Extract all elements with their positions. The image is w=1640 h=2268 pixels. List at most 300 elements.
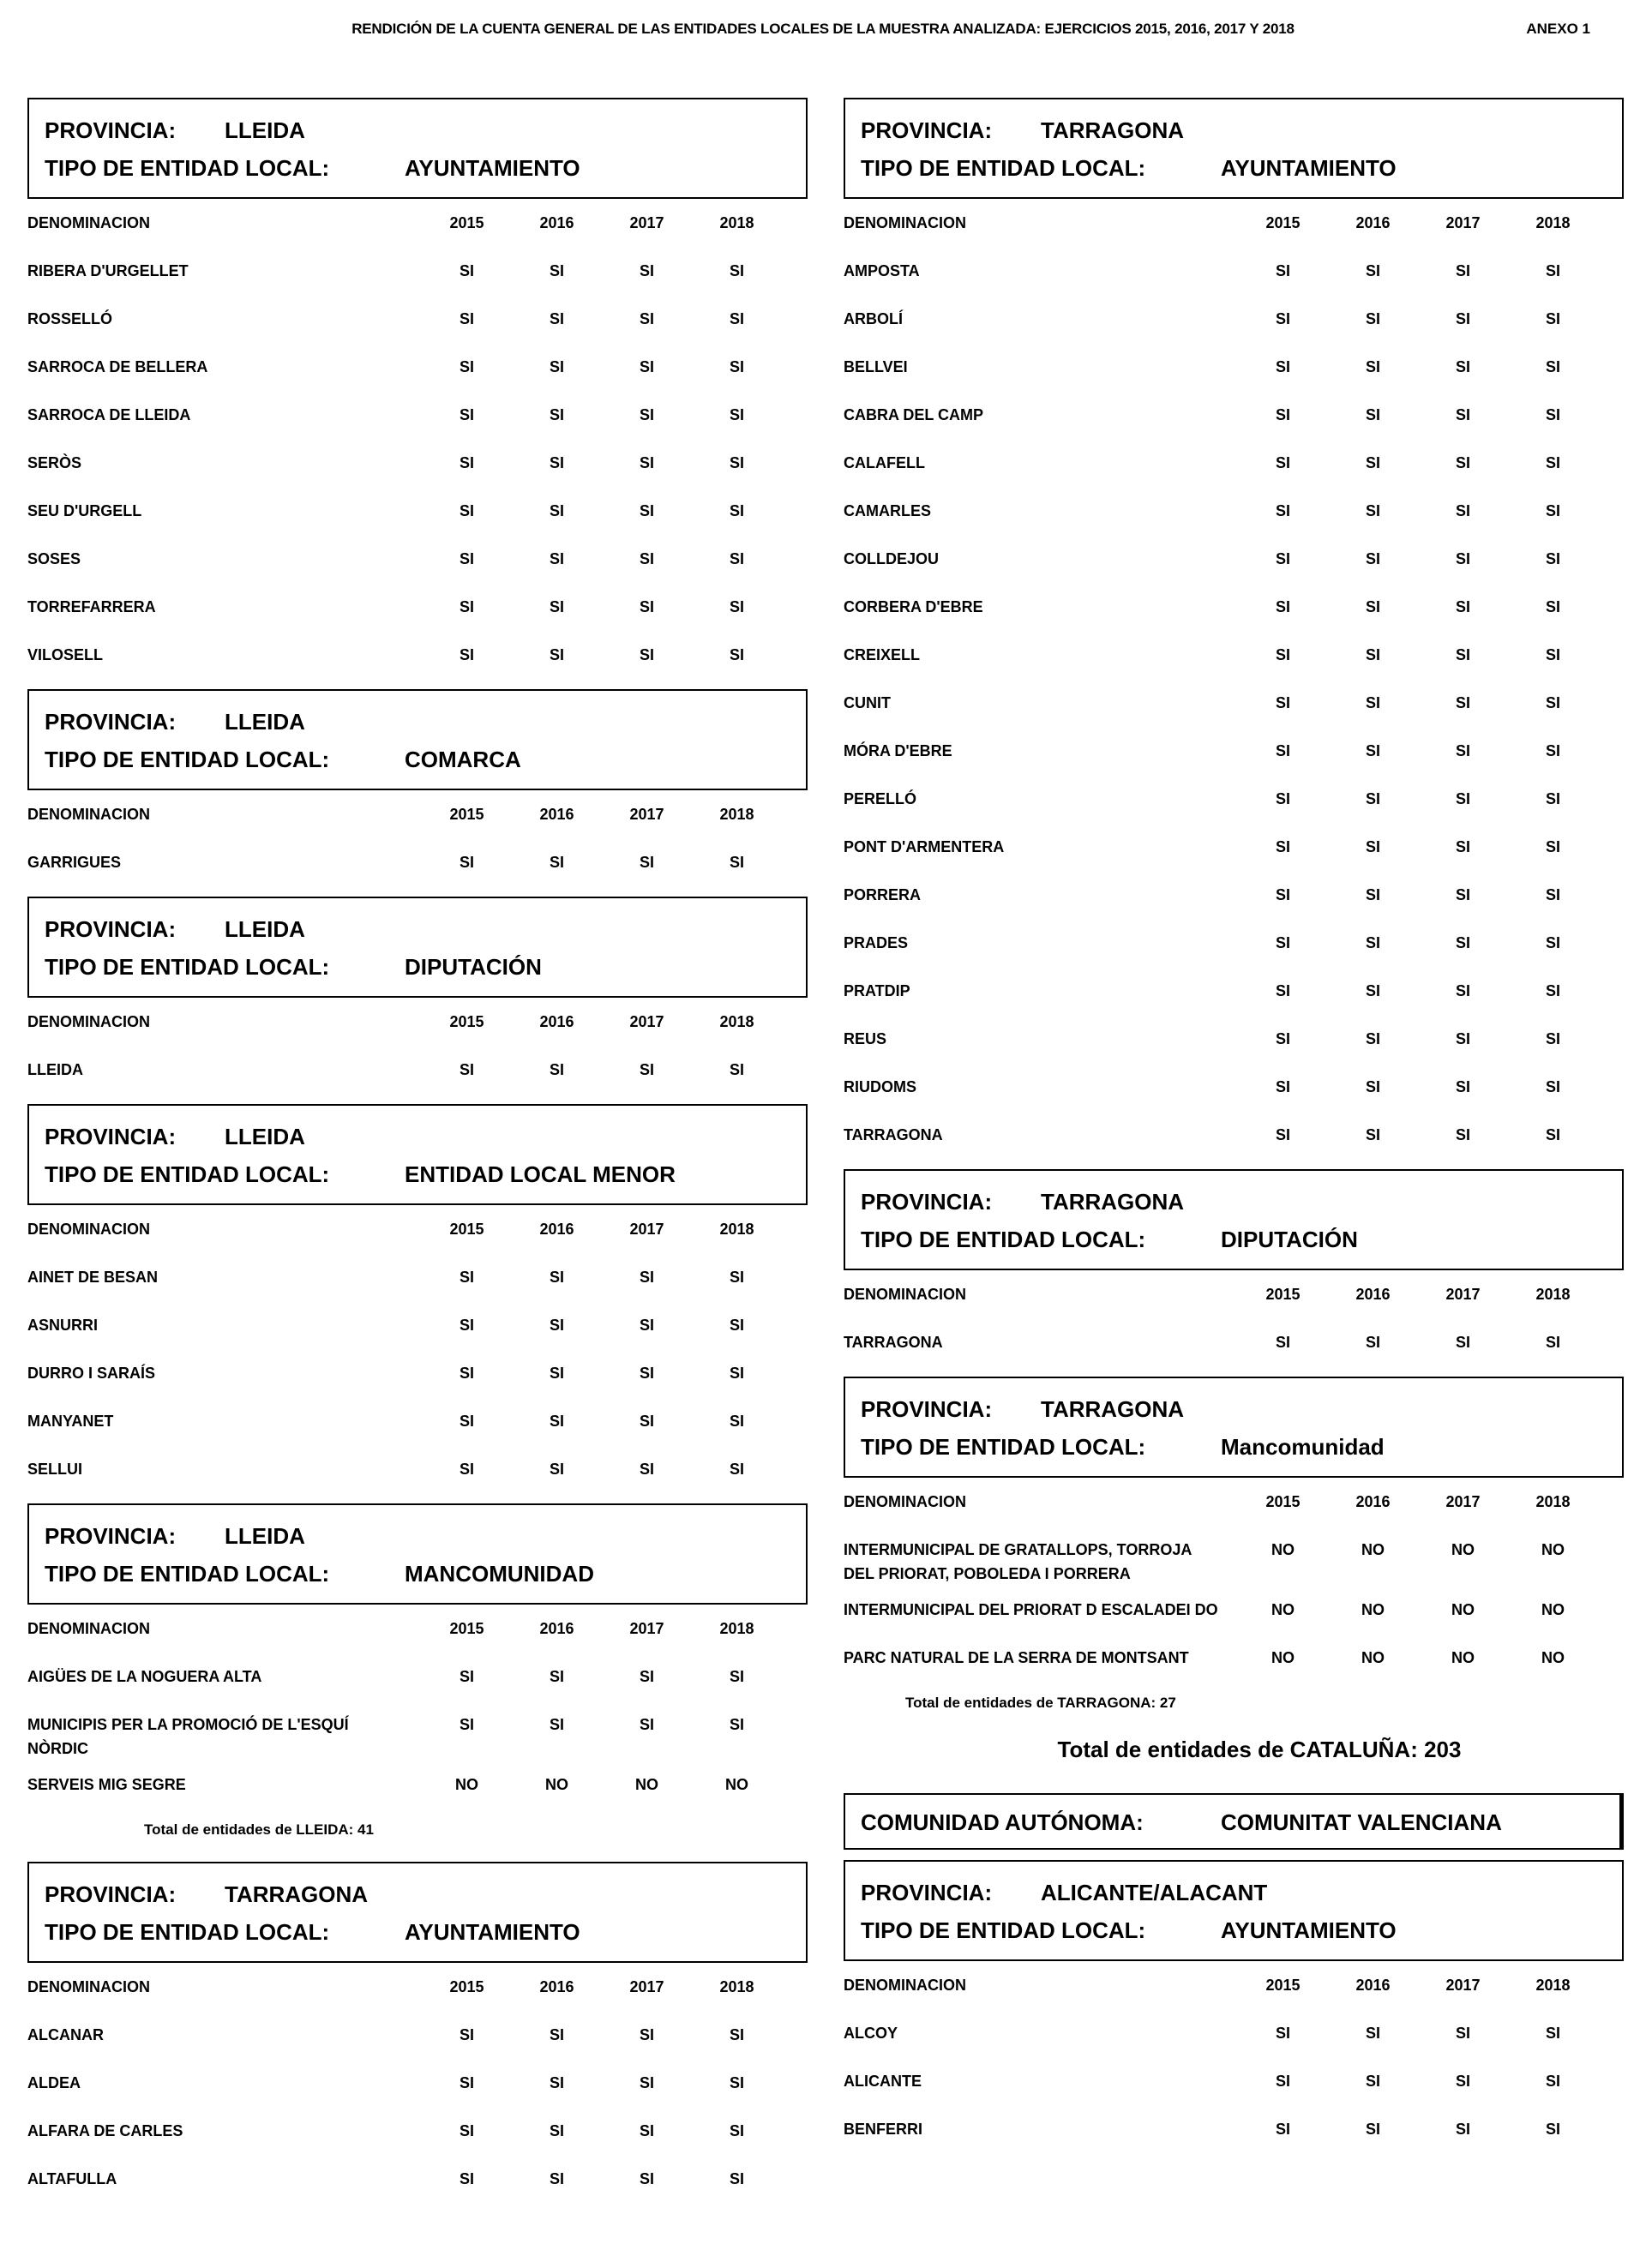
header-denominacion: DENOMINACION: [844, 1976, 966, 1994]
header-y2016: 2016: [539, 1977, 574, 1995]
status-cell: NO: [1361, 1601, 1385, 1618]
status-cell: SI: [1365, 454, 1380, 471]
table-row: [27, 439, 808, 487]
status-cell: SI: [639, 646, 654, 663]
provincia-line: [861, 1183, 1607, 1221]
status-cell: SI: [459, 1461, 474, 1478]
table-row: [27, 1445, 808, 1493]
table-header: [844, 1961, 1624, 2009]
header-y2018: 2018: [1535, 1976, 1571, 1994]
provincia-line: [45, 1118, 790, 1155]
header-y2017: 2017: [629, 805, 664, 823]
table-header: [27, 1205, 808, 1253]
left-column: [27, 98, 808, 2203]
status-cell: SI: [1545, 502, 1560, 519]
status-cell: SI: [459, 2074, 474, 2091]
status-cell: SI: [729, 262, 744, 279]
entity-table: [844, 1961, 1624, 2153]
tipo-line: [45, 149, 790, 187]
section-box: [844, 1169, 1624, 1270]
entity-name: CORBERA D'EBRE: [844, 598, 983, 615]
status-cell: SI: [729, 1317, 744, 1334]
tipo-label: TIPO DE ENTIDAD LOCAL:: [45, 1561, 330, 1587]
status-cell: SI: [639, 598, 654, 615]
table-row: [844, 775, 1624, 823]
table-row: [27, 583, 808, 631]
status-cell: NO: [1541, 1541, 1565, 1558]
provincia-line: [45, 703, 790, 741]
tipo-value: AYUNTAMIENTO: [405, 1919, 580, 1945]
status-cell: SI: [729, 2170, 744, 2187]
entity-name: AIGÜES DE LA NOGUERA ALTA: [27, 1668, 262, 1685]
status-cell: SI: [1545, 790, 1560, 807]
status-cell: SI: [1365, 2121, 1380, 2138]
status-cell: SI: [1365, 742, 1380, 759]
status-cell: SI: [549, 1269, 564, 1286]
entity-table: [27, 998, 808, 1094]
entity-name: MUNICIPIS PER LA PROMOCIÓ DE L'ESQUÍ NÒRDIC: [27, 1716, 349, 1757]
status-cell: SI: [1545, 406, 1560, 423]
header-y2016: 2016: [539, 1012, 574, 1030]
header-y2016: 2016: [1355, 1976, 1391, 1994]
provincia-value: TARRAGONA: [1041, 1396, 1185, 1422]
header-y2018: 2018: [719, 213, 754, 231]
status-cell: SI: [729, 2026, 744, 2043]
status-cell: SI: [549, 2074, 564, 2091]
entity-name: PONT D'ARMENTERA: [844, 838, 1005, 855]
status-cell: SI: [1455, 934, 1470, 951]
status-cell: NO: [1541, 1649, 1565, 1666]
tipo-value: AYUNTAMIENTO: [405, 155, 580, 181]
status-cell: SI: [1275, 358, 1290, 375]
table-row: [27, 487, 808, 535]
tipo-label: TIPO DE ENTIDAD LOCAL:: [45, 1919, 330, 1945]
entity-name: VILOSELL: [27, 646, 104, 663]
table-row: [27, 1253, 808, 1301]
status-cell: SI: [1455, 2073, 1470, 2090]
status-cell: SI: [549, 2122, 564, 2139]
entity-name: SELLUI: [27, 1461, 83, 1478]
entity-name: SOSES: [27, 550, 81, 567]
status-cell: SI: [1455, 1126, 1470, 1143]
provincia-value: LLEIDA: [225, 1523, 305, 1549]
table-row: [844, 631, 1624, 679]
header-y2016: 2016: [1355, 1492, 1391, 1510]
table-row: [844, 295, 1624, 343]
provincia-line: [45, 910, 790, 948]
table-row: [27, 1349, 808, 1397]
header-denominacion: DENOMINACION: [27, 213, 150, 231]
table-header: [844, 1270, 1624, 1318]
status-cell: SI: [1275, 550, 1290, 567]
tipo-value: COMARCA: [405, 747, 521, 772]
tipo-label: TIPO DE ENTIDAD LOCAL:: [861, 1434, 1146, 1460]
tipo-value: Mancomunidad: [1221, 1434, 1385, 1460]
status-cell: SI: [729, 1413, 744, 1430]
entity-name: PRATDIP: [844, 982, 910, 999]
tipo-line: [45, 1555, 790, 1593]
status-cell: SI: [1275, 1078, 1290, 1095]
entity-name: RIBERA D'URGELLET: [27, 262, 189, 279]
table-row: [27, 295, 808, 343]
status-cell: SI: [1545, 838, 1560, 855]
table-row: [27, 1761, 808, 1809]
header-y2016: 2016: [539, 805, 574, 823]
table-header: [844, 199, 1624, 247]
status-cell: SI: [549, 358, 564, 375]
status-cell: SI: [1455, 310, 1470, 327]
entity-table: [27, 1605, 808, 1809]
table-header: [844, 1478, 1624, 1526]
header-y2017: 2017: [1445, 1285, 1481, 1303]
tipo-value: ENTIDAD LOCAL MENOR: [405, 1161, 676, 1187]
status-cell: SI: [1275, 886, 1290, 903]
status-cell: SI: [1275, 934, 1290, 951]
provincia-value: ALICANTE/ALACANT: [1041, 1880, 1268, 1905]
status-cell: SI: [1545, 550, 1560, 567]
status-cell: SI: [1545, 982, 1560, 999]
status-cell: SI: [1365, 1078, 1380, 1095]
status-cell: SI: [729, 406, 744, 423]
status-cell: SI: [1545, 1334, 1560, 1351]
provincia-line: [861, 111, 1607, 149]
status-cell: SI: [1545, 1126, 1560, 1143]
status-cell: SI: [1275, 502, 1290, 519]
status-cell: SI: [639, 550, 654, 567]
entity-name: RIUDOMS: [844, 1078, 916, 1095]
status-cell: SI: [639, 2026, 654, 2043]
status-cell: SI: [1275, 1126, 1290, 1143]
entity-name: SERÒS: [27, 454, 82, 471]
status-cell: SI: [549, 1317, 564, 1334]
status-cell: SI: [459, 1413, 474, 1430]
status-cell: SI: [549, 598, 564, 615]
status-cell: SI: [459, 598, 474, 615]
table-row: [844, 1586, 1624, 1634]
table-row: [844, 823, 1624, 871]
entity-name: TORREFARRERA: [27, 598, 156, 615]
status-cell: SI: [1455, 1334, 1470, 1351]
comunidad-value: COMUNITAT VALENCIANA: [1221, 1809, 1502, 1835]
status-cell: SI: [1365, 262, 1380, 279]
table-row: [27, 2059, 808, 2107]
table-row: [27, 2107, 808, 2155]
header-y2018: 2018: [719, 1012, 754, 1030]
status-cell: NO: [1361, 1649, 1385, 1666]
table-row: [27, 631, 808, 679]
status-cell: SI: [1545, 646, 1560, 663]
section-box: [844, 98, 1624, 199]
entity-name: ALDEA: [27, 2074, 81, 2091]
status-cell: SI: [1455, 790, 1470, 807]
status-cell: SI: [1545, 358, 1560, 375]
status-cell: SI: [1275, 310, 1290, 327]
status-cell: SI: [639, 1413, 654, 1430]
entity-name: PARC NATURAL DE LA SERRA DE MONTSANT: [844, 1649, 1189, 1666]
table-row: [844, 967, 1624, 1015]
header-y2017: 2017: [1445, 1976, 1481, 1994]
status-cell: SI: [1275, 646, 1290, 663]
status-cell: SI: [1455, 598, 1470, 615]
header-y2015: 2015: [1265, 213, 1301, 231]
entity-table: [844, 199, 1624, 1159]
annex-label: ANEXO 1: [1526, 21, 1590, 37]
table-header: [27, 1963, 808, 2011]
header-y2016: 2016: [1355, 1285, 1391, 1303]
status-cell: SI: [549, 2170, 564, 2187]
status-cell: SI: [1275, 454, 1290, 471]
tipo-line: [861, 149, 1607, 187]
status-cell: SI: [1455, 2025, 1470, 2042]
entity-table: [27, 1963, 808, 2203]
status-cell: SI: [1455, 886, 1470, 903]
header-y2015: 2015: [449, 1012, 484, 1030]
status-cell: SI: [1365, 1334, 1380, 1351]
table-header: [27, 998, 808, 1046]
tipo-value: DIPUTACIÓN: [1221, 1227, 1358, 1252]
table-row: [844, 247, 1624, 295]
status-cell: NO: [1451, 1649, 1475, 1666]
entity-name: DURRO I SARAÍS: [27, 1365, 156, 1382]
status-cell: SI: [729, 854, 744, 871]
table-row: [844, 1111, 1624, 1159]
status-cell: SI: [729, 1668, 744, 1685]
status-cell: NO: [545, 1776, 568, 1793]
entity-name: PERELLÓ: [844, 790, 917, 807]
status-cell: SI: [459, 1061, 474, 1078]
status-cell: NO: [1451, 1541, 1475, 1558]
status-cell: SI: [639, 2074, 654, 2091]
page-title: RENDICIÓN DE LA CUENTA GENERAL DE LAS ENTIDADES LOCALES DE LA MUESTRA ANALIZADA: EJERCICIOS 2015, 2016, 2017 Y 2018: [351, 21, 1295, 37]
table-row: [27, 1653, 808, 1701]
header-y2017: 2017: [629, 1012, 664, 1030]
status-cell: SI: [1365, 694, 1380, 711]
tipo-label: TIPO DE ENTIDAD LOCAL:: [45, 954, 330, 980]
table-row: [844, 919, 1624, 967]
status-cell: SI: [459, 2170, 474, 2187]
status-cell: SI: [549, 1668, 564, 1685]
section-box: [27, 897, 808, 998]
tipo-label: TIPO DE ENTIDAD LOCAL:: [45, 1161, 330, 1187]
table-row: [27, 838, 808, 886]
header-denominacion: DENOMINACION: [27, 1012, 150, 1030]
provincia-line: [861, 1390, 1607, 1428]
status-cell: SI: [549, 550, 564, 567]
status-cell: SI: [1455, 550, 1470, 567]
entity-table: [27, 790, 808, 886]
status-cell: SI: [729, 1365, 744, 1382]
provincia-value: TARRAGONA: [225, 1881, 369, 1907]
entity-name: ALCANAR: [27, 2026, 104, 2043]
header-denominacion: DENOMINACION: [844, 1492, 966, 1510]
status-cell: SI: [1545, 598, 1560, 615]
header-y2016: 2016: [1355, 213, 1391, 231]
status-cell: SI: [1365, 502, 1380, 519]
status-cell: SI: [1365, 2073, 1380, 2090]
status-cell: SI: [729, 1061, 744, 1078]
provincia-label: PROVINCIA:: [45, 916, 177, 942]
status-cell: SI: [1365, 1030, 1380, 1047]
table-header: [27, 1605, 808, 1653]
table-row: [27, 1701, 808, 1761]
status-cell: SI: [729, 598, 744, 615]
header-y2015: 2015: [449, 1220, 484, 1238]
status-cell: SI: [1365, 646, 1380, 663]
table-row: [844, 871, 1624, 919]
status-cell: SI: [639, 262, 654, 279]
provincia-line: [45, 111, 790, 149]
status-cell: SI: [1455, 646, 1470, 663]
status-cell: SI: [1545, 262, 1560, 279]
provincia-line: [45, 1517, 790, 1555]
status-cell: SI: [1455, 454, 1470, 471]
status-cell: SI: [549, 502, 564, 519]
provincia-value: LLEIDA: [225, 709, 305, 735]
status-cell: SI: [729, 646, 744, 663]
status-cell: SI: [729, 454, 744, 471]
header-y2015: 2015: [1265, 1492, 1301, 1510]
status-cell: SI: [1365, 310, 1380, 327]
table-row: [27, 247, 808, 295]
table-row: [844, 679, 1624, 727]
status-cell: SI: [549, 310, 564, 327]
total-cataluna: Total de entidades de CATALUÑA: 203: [1057, 1737, 1462, 1762]
entity-name: INTERMUNICIPAL DEL PRIORAT D ESCALADEI DO: [844, 1601, 1218, 1618]
status-cell: SI: [1365, 1126, 1380, 1143]
status-cell: SI: [459, 358, 474, 375]
header-y2015: 2015: [449, 805, 484, 823]
table-row: [27, 391, 808, 439]
table-row: [844, 2009, 1624, 2057]
table-row: [27, 343, 808, 391]
table-row: [844, 1318, 1624, 1366]
entity-name: ALFARA DE CARLES: [27, 2122, 183, 2139]
entity-name: ROSSELLÓ: [27, 310, 113, 327]
tipo-line: [45, 741, 790, 778]
provincia-label: PROVINCIA:: [45, 1124, 177, 1149]
header-y2017: 2017: [629, 1977, 664, 1995]
status-cell: SI: [459, 454, 474, 471]
section-box: [27, 1862, 808, 1963]
status-cell: NO: [455, 1776, 478, 1793]
tipo-line: [861, 1428, 1607, 1466]
tipo-line: [45, 1913, 790, 1951]
status-cell: SI: [639, 1716, 654, 1733]
status-cell: SI: [1455, 358, 1470, 375]
status-cell: SI: [639, 1269, 654, 1286]
entity-name: SERVEIS MIG SEGRE: [27, 1776, 186, 1793]
provincia-label: PROVINCIA:: [861, 1396, 993, 1422]
header-denominacion: DENOMINACION: [27, 805, 150, 823]
status-cell: SI: [459, 406, 474, 423]
status-cell: NO: [1361, 1541, 1385, 1558]
section-box: [844, 1860, 1624, 1961]
entity-table: [844, 1270, 1624, 1366]
provincia-value: LLEIDA: [225, 117, 305, 143]
tipo-value: AYUNTAMIENTO: [1221, 1917, 1397, 1943]
status-cell: SI: [1365, 982, 1380, 999]
status-cell: SI: [549, 406, 564, 423]
tipo-line: [861, 1221, 1607, 1258]
status-cell: SI: [639, 1317, 654, 1334]
status-cell: SI: [1275, 838, 1290, 855]
status-cell: SI: [1545, 1030, 1560, 1047]
tipo-label: TIPO DE ENTIDAD LOCAL:: [861, 1917, 1146, 1943]
status-cell: SI: [1365, 934, 1380, 951]
entity-name: AMPOSTA: [844, 262, 920, 279]
section-box: [27, 1104, 808, 1205]
table-row: [844, 343, 1624, 391]
status-cell: SI: [1365, 2025, 1380, 2042]
status-cell: SI: [1275, 1030, 1290, 1047]
header-y2017: 2017: [629, 1220, 664, 1238]
tipo-line: [45, 948, 790, 986]
status-cell: SI: [459, 502, 474, 519]
status-cell: SI: [639, 854, 654, 871]
entity-name: ALTAFULLA: [27, 2170, 117, 2187]
entity-name: MÓRA D'EBRE: [844, 742, 952, 759]
provincia-line: [861, 1874, 1607, 1911]
status-cell: NO: [1541, 1601, 1565, 1618]
entity-name: AINET DE BESAN: [27, 1269, 159, 1286]
status-cell: SI: [639, 358, 654, 375]
table-row: [844, 2057, 1624, 2105]
status-cell: SI: [1275, 262, 1290, 279]
provincia-label: PROVINCIA:: [45, 117, 177, 143]
status-cell: SI: [1455, 262, 1470, 279]
tipo-value: AYUNTAMIENTO: [1221, 155, 1397, 181]
table-row: [844, 727, 1624, 775]
provincia-value: TARRAGONA: [1041, 1189, 1185, 1215]
provincia-label: PROVINCIA:: [45, 1523, 177, 1549]
entity-name: CABRA DEL CAMP: [844, 406, 984, 423]
status-cell: SI: [1545, 1078, 1560, 1095]
provincia-label: PROVINCIA:: [45, 1881, 177, 1907]
status-cell: SI: [639, 1668, 654, 1685]
entity-name: CAMARLES: [844, 502, 931, 519]
table-row: [844, 439, 1624, 487]
header-y2015: 2015: [1265, 1285, 1301, 1303]
status-cell: SI: [1275, 598, 1290, 615]
status-cell: SI: [1455, 982, 1470, 999]
status-cell: SI: [729, 2122, 744, 2139]
table-row: [27, 535, 808, 583]
status-cell: SI: [549, 2026, 564, 2043]
header-y2018: 2018: [1535, 213, 1571, 231]
table-row: [844, 583, 1624, 631]
status-cell: NO: [1271, 1541, 1295, 1558]
status-cell: NO: [1271, 1649, 1295, 1666]
table-row: [844, 391, 1624, 439]
header-y2017: 2017: [629, 1619, 664, 1637]
entity-name: INTERMUNICIPAL DE GRATALLOPS, TORROJA DEL PRIORAT, POBOLEDA I PORRERA: [844, 1541, 1192, 1582]
status-cell: SI: [1365, 790, 1380, 807]
entity-name: LLEIDA: [27, 1061, 83, 1078]
status-cell: SI: [549, 262, 564, 279]
entity-name: TARRAGONA: [844, 1334, 943, 1351]
status-cell: SI: [639, 1061, 654, 1078]
section-box: [844, 1377, 1624, 1478]
table-row: [27, 1301, 808, 1349]
header-y2015: 2015: [449, 1977, 484, 1995]
tipo-line: [45, 1155, 790, 1193]
status-cell: SI: [639, 2122, 654, 2139]
tipo-value: MANCOMUNIDAD: [405, 1561, 594, 1587]
status-cell: NO: [635, 1776, 658, 1793]
header-denominacion: DENOMINACION: [27, 1619, 150, 1637]
entity-name: SARROCA DE LLEIDA: [27, 406, 191, 423]
status-cell: SI: [639, 454, 654, 471]
